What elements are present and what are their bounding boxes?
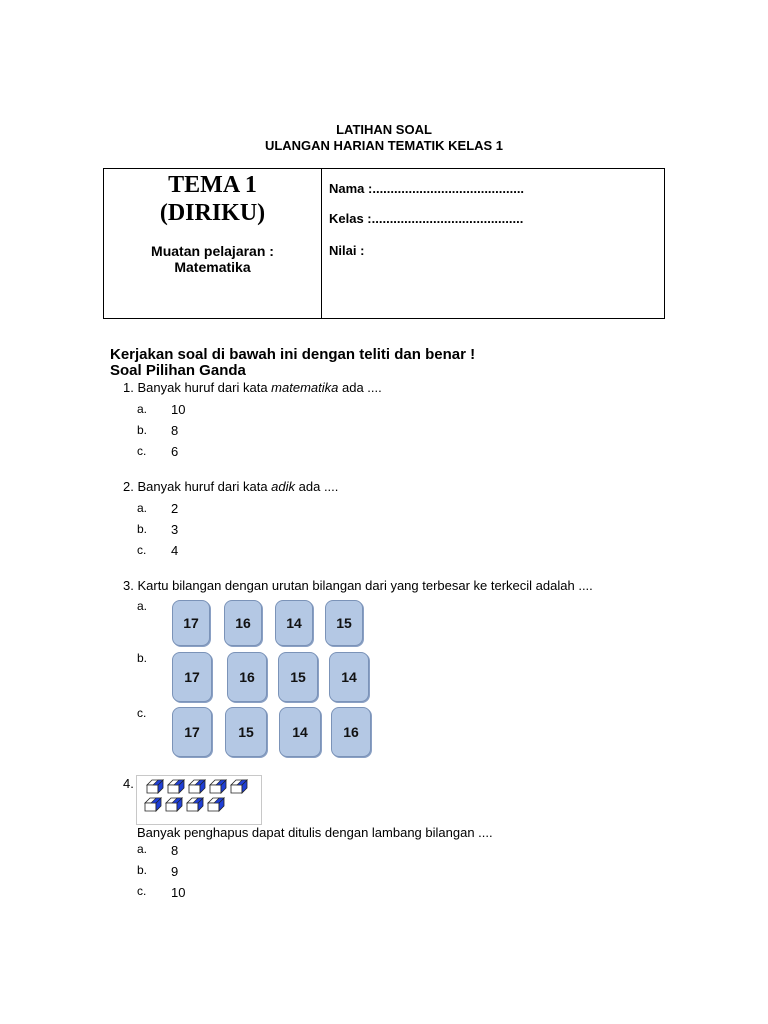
number-card: 17: [172, 652, 212, 702]
section-title: Soal Pilihan Ganda: [110, 362, 246, 379]
question-text: Kartu bilangan dengan urutan bilangan dari yang terbesar ke terkecil adalah ....: [137, 578, 593, 593]
option-letter: c.: [137, 543, 147, 557]
number-card: 16: [224, 600, 262, 646]
option-letter: b.: [137, 423, 148, 437]
option-letter: c.: [137, 706, 147, 720]
eraser-icon: [231, 780, 247, 793]
option-letter: a.: [137, 842, 148, 856]
eraser-icon: [208, 798, 224, 811]
instruction-text: Kerjakan soal di bawah ini dengan teliti dan benar !: [110, 346, 476, 363]
option-letter: b.: [137, 651, 148, 665]
question-3: [123, 578, 593, 593]
question-text-post: ada ....: [338, 380, 382, 395]
eraser-picture: [136, 775, 262, 825]
doc-title: LATIHAN SOAL: [336, 122, 432, 137]
question-1: [123, 380, 382, 395]
question-text-italic: adik: [271, 479, 296, 494]
option-value: 3: [171, 522, 179, 537]
kelas-field: Kelas :..........................................: [329, 211, 524, 226]
doc-subtitle: ULANGAN HARIAN TEMATIK KELAS 1: [264, 138, 504, 153]
number-card: 14: [279, 707, 321, 757]
option-letter: a.: [137, 501, 148, 515]
option-value: 10: [171, 402, 186, 417]
option-letter: c.: [137, 444, 147, 458]
tema-title: TEMA 1: [168, 172, 257, 198]
option-letter: a.: [137, 402, 148, 416]
question-number: 1.: [123, 380, 134, 395]
question-text-italic: matematika: [271, 380, 339, 395]
question-number: 3.: [123, 578, 134, 593]
number-card: 15: [278, 652, 318, 702]
question-2: [123, 479, 338, 494]
info-box-divider: [321, 169, 322, 318]
option-letter: b.: [137, 863, 148, 877]
number-card: 16: [331, 707, 371, 757]
number-card: 17: [172, 600, 210, 646]
option-letter: c.: [137, 884, 147, 898]
tema-subtitle: (DIRIKU): [159, 200, 266, 226]
question-text-pre: Banyak huruf dari kata: [137, 380, 272, 395]
eraser-icon: [147, 780, 163, 793]
option-letter: b.: [137, 522, 148, 536]
number-card: 14: [275, 600, 313, 646]
eraser-icon: [210, 780, 226, 793]
eraser-icon: [145, 798, 161, 811]
number-card: 16: [227, 652, 267, 702]
option-value: 10: [171, 885, 186, 900]
question-text-pre: Banyak huruf dari kata: [137, 479, 272, 494]
info-box: [103, 168, 665, 319]
question-number-4: 4.: [123, 776, 134, 791]
number-card: 15: [225, 707, 267, 757]
option-value: 9: [171, 864, 179, 879]
muatan-label: Muatan pelajaran :: [151, 243, 274, 259]
option-value: 8: [171, 423, 179, 438]
eraser-illustration: [137, 776, 261, 824]
number-card: 14: [329, 652, 369, 702]
question-text-post: ada ....: [295, 479, 339, 494]
option-value: 6: [171, 444, 179, 459]
option-value: 2: [171, 501, 179, 516]
option-value: 4: [171, 543, 179, 558]
muatan-value: Matematika: [174, 259, 251, 275]
eraser-icon: [168, 780, 184, 793]
eraser-icon: [189, 780, 205, 793]
question-number: 2.: [123, 479, 134, 494]
eraser-icon: [187, 798, 203, 811]
option-value: 8: [171, 843, 179, 858]
number-card: 15: [325, 600, 363, 646]
option-letter: a.: [137, 599, 148, 613]
question-text: Banyak penghapus dapat ditulis dengan lambang bilangan ....: [137, 825, 493, 840]
number-card: 17: [172, 707, 212, 757]
nilai-field: Nilai :: [329, 243, 365, 258]
eraser-icon: [166, 798, 182, 811]
nama-field: Nama :..........................................: [329, 181, 525, 196]
